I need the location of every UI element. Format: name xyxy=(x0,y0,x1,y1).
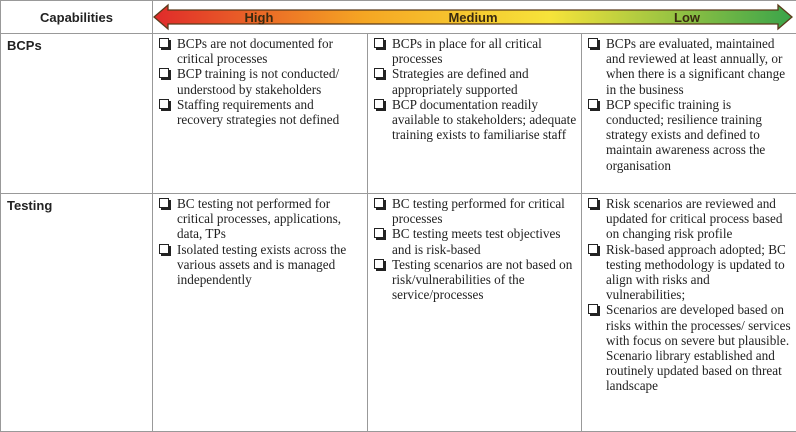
checkbox-bullet-icon xyxy=(159,68,169,78)
list-item: BC testing meets test objectives and is risk-based xyxy=(374,226,577,256)
checkbox-bullet-icon xyxy=(374,198,384,208)
checkbox-bullet-icon xyxy=(374,259,384,269)
row-label-testing: Testing xyxy=(1,194,153,432)
table-row xyxy=(1,34,796,194)
checkbox-bullet-icon xyxy=(588,304,598,314)
list-item: BCP documentation readily available to stakeholders; adequate training exists to familiarise staff xyxy=(374,97,577,143)
level-high-label: High xyxy=(245,10,274,25)
list-item: BC testing performed for critical processes xyxy=(374,196,577,226)
cell-testing-medium xyxy=(368,194,582,432)
list-item: Isolated testing exists across the various assets and is managed independently xyxy=(159,242,363,288)
checkbox-bullet-icon xyxy=(374,68,384,78)
cell-bcps-medium xyxy=(368,34,582,194)
checkbox-bullet-icon xyxy=(588,38,598,48)
capabilities-header: Capabilities xyxy=(1,1,153,34)
level-medium-label: Medium xyxy=(448,10,497,25)
cell-bcps-low xyxy=(582,34,796,194)
cell-testing-high xyxy=(153,194,368,432)
list-item: Staffing requirements and recovery strategies not defined xyxy=(159,97,363,127)
cell-bcps-high xyxy=(153,34,368,194)
checkbox-bullet-icon xyxy=(588,244,598,254)
list-item: BCPs are not documented for critical processes xyxy=(159,36,363,66)
checkbox-bullet-icon xyxy=(159,38,169,48)
list-item: Strategies are defined and appropriately supported xyxy=(374,66,577,96)
list-item: Testing scenarios are not based on risk/vulnerabilities of the service/processes xyxy=(374,257,577,303)
level-low-label: Low xyxy=(674,10,701,25)
table-row xyxy=(1,194,796,432)
list-item: Risk-based approach adopted; BC testing methodology is updated to align with risks and vulnerabilities; xyxy=(588,242,792,303)
list-item: BC testing not performed for critical processes, applications, data, TPs xyxy=(159,196,363,242)
list-item: BCP training is not conducted/ understood by stakeholders xyxy=(159,66,363,96)
cell-testing-low xyxy=(582,194,796,432)
checkbox-bullet-icon xyxy=(374,38,384,48)
checkbox-bullet-icon xyxy=(588,99,598,109)
risk-level-arrow xyxy=(152,3,794,31)
checkbox-bullet-icon xyxy=(159,99,169,109)
checkbox-bullet-icon xyxy=(374,99,384,109)
row-label-bcps: BCPs xyxy=(1,34,153,194)
checkbox-bullet-icon xyxy=(374,228,384,238)
checkbox-bullet-icon xyxy=(159,198,169,208)
checkbox-bullet-icon xyxy=(588,198,598,208)
list-item: BCPs in place for all critical processes xyxy=(374,36,577,66)
list-item: Risk scenarios are reviewed and updated for critical process based on changing risk profile xyxy=(588,196,792,242)
checkbox-bullet-icon xyxy=(159,244,169,254)
list-item: BCPs are evaluated, maintained and reviewed at least annually, or when there is a significant change in the business xyxy=(588,36,792,97)
list-item: BCP specific training is conducted; resilience training strategy exists and defined to maintain awareness across the organisation xyxy=(588,97,792,173)
list-item: Scenarios are developed based on risks within the processes/ services with focus on severe but plausible. Scenario library established and routinely updated based on threat landscape xyxy=(588,302,792,393)
